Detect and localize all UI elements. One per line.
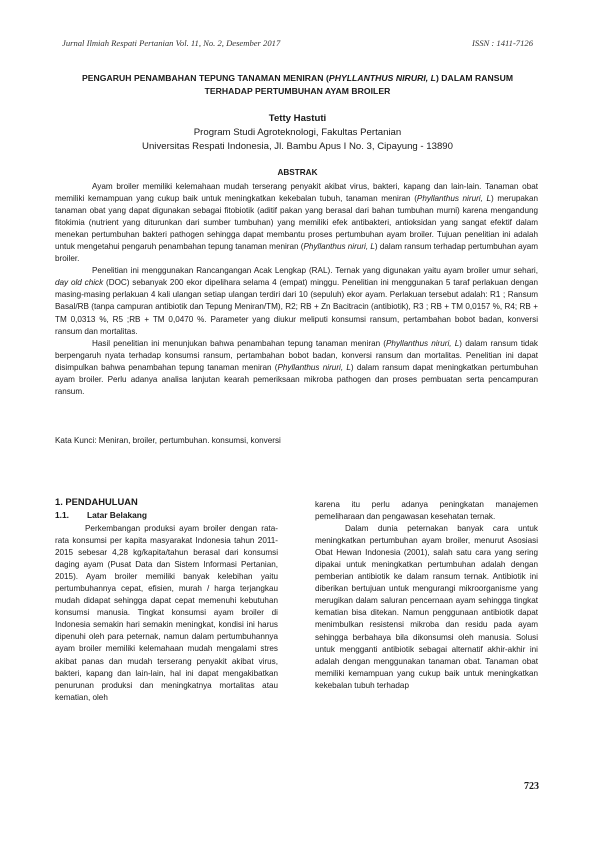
keywords: Kata Kunci: Meniran, broiler, pertumbuhan. konsumsi, konversi — [55, 436, 281, 445]
abstract-text: ) dalam ransum tidak berpengaruh nyata terhadap konsumsi ransum, pertambahan bobot badan, konversi ransum dan mortalitas. Penelitian ini dapat disimpulkan bahwa penambahan tepung tanaman meniran ( — [55, 338, 538, 372]
section-heading: 1. PENDAHULUAN — [55, 496, 138, 507]
body-paragraph: Dalam dunia peternakan banyak cara untuk meningkatkan pertumbuhan ayam broiler, menurut Asosiasi Obat Hewan Indonesia (2001), salah satu cara yang sering dipakai untuk meningkatkan pertumbuhan adalah dengan pemberian antibiotik ke dalam ransum ternak. Antibiotik ini diberikan bertujuan untuk mengurangi mikroorganisme yang merugikan dalam saluran pencernaan ayam sehingga tingkat kematian bisa ditekan. Namun penggunaan antibiotik dapat menimbulkan resistensi mikroba dan residu pada ayam sehingga berbahaya bila dikonsumsi oleh manusia. Solusi untuk mengganti antibiotik sebagai alternatif akhir-akhir ini adalah dengan menggunakan tanaman obat. Tanaman obat memiliki kemampuan yang cukup baik untuk meningkatkan kekebalan tubuh terhadap — [315, 524, 538, 690]
species-name: Phyllanthus niruri, L — [303, 242, 375, 252]
abstract-text: ) merupakan tanaman obat yang dapat digunakan sebagai fitobiotik (aditif pakan yang berasal dari bahan tumbuhan murni) karena mengandung fitokimia (nutrient yang diturunkan dari sumber tumbuhan) yang memiliki efek antibakteri, antioksidan yang sangat efektif dalam menekan pertumbuhan bakteri pathogen sehingga dapat membantu proses pertumbuhan ayam broiler. Tujuan penelitian ini adalah untuk mengetahui pengaruh penambahan tepung tanaman meniran ( — [55, 194, 538, 252]
subsection-heading — [55, 510, 147, 520]
body-paragraph: karena itu perlu adanya peningkatan manajemen pemeliharaan dan pengawasan kesehatan ternak. — [315, 500, 538, 522]
abstract-text: Ayam broiler memiliki kelemahaan mudah terserang penyakit akibat virus, bakteri, kapang dan lain-lain. Tanaman obat memiliki kemampuan yang cukup baik untuk meningkatkan kekebalan tubuh, tanaman meniran ( — [55, 182, 538, 204]
paper-title — [55, 72, 540, 98]
affiliation-university: Universitas Respati Indonesia, Jl. Bambu Apus I No. 3, Cipayung - 13890 — [142, 141, 453, 152]
affiliation-program: Program Studi Agroteknologi, Fakultas Pertanian — [193, 127, 402, 138]
subsection-label: Latar Belakang — [87, 510, 148, 520]
species-name: Phyllanthus niruri, L — [416, 194, 491, 204]
abstract-paragraph-3 — [55, 338, 538, 398]
right-column — [315, 499, 538, 692]
page-number: 723 — [524, 781, 539, 792]
abstract-paragraph-2 — [55, 265, 538, 337]
title-part2: ) DALAM RANSUM — [435, 73, 514, 83]
abstract-heading: ABSTRAK — [277, 168, 318, 177]
title-italic: PHYLLANTHUS NIRURI, L — [328, 73, 436, 83]
title-part1: PENGARUH PENAMBAHAN TEPUNG TANAMAN MENIRAN ( — [81, 73, 329, 83]
subsection-number: 1.1. — [55, 510, 69, 520]
abstract-text: Hasil penelitian ini menunjukan bahwa penambahan tepung tanaman meniran ( — [92, 338, 387, 348]
body-paragraph: Perkembangan produksi ayam broiler dengan rata-rata konsumsi per kapita masyarakat Indonesia tahun 2011-2015 sebesar 4,28 kg/kapita/tahun berasal dari konsumsi daging ayam (Pusat Data dan Sistem Informasi Pertanian, 2015). Ayam broiler memiliki banyak kelebihan yaitu pertumbuhannya cepat, efisien, murah / harga terjangkau mudah didapat sehingga dapat cepat memenuhi kebutuhan konsumsi manusia. Tingkat konsumsi ayam broiler di Indonesia semakin hari semakin meningkat, kondisi ini harus dipenuhi oleh para peternak, namun dalam pertumbuhannya ayam broiler memiliki kelemahaan mudah mengalami stres akibat panas dan mudah terserang penyakit akibat virus, bakteri, kapang dan lain-lain, hal ini dapat mengakibatkan penurunan produksi dan meningkatnya mortalitas atau kematian, oleh — [55, 524, 278, 702]
abstract-text: ) dalam ransum dapat meningkatkan pertumbuhan ayam broiler. Perlu adanya analisa lanjutan kearah pemeriksaan mikroba pathogen dan proses pembuatan serta pencampuran ransum. — [55, 362, 539, 396]
abstract-text: ) dalam ransum terhadap pertumbuhan ayam broiler. — [55, 242, 538, 264]
italic-term: day old chick — [55, 278, 104, 288]
abstract-text: (DOC) sebanyak 200 ekor dipelihara selama 4 (empat) minggu. Penelitian ini menggunakan 5 taraf perlakuan dengan masing-masing perlakuan 4 kali ulangan setiap ulangan terdiri dari 10 (sepuluh) ekor ayam. Perlakuan tersebut adalah: R1 ; Ransum Basal/RB (tanpa campuran antibiotik dan Tepung Meniran/TM), R2; RB + Zn Bacitracin (antibiotik), R3 ; RB + TM 0,0157 %, R4; RB + TM 0,0313 %, R5 ;RB + TM 0,0470 %. Parameter yang diukur meliputi konsumsi ransum, pertambahan bobot badan, konversi ransum dan mortalitas. — [55, 278, 539, 336]
author-name: Tetty Hastuti — [268, 113, 327, 124]
title-line2: TERHADAP PERTUMBUHAN AYAM BROILER — [204, 86, 391, 96]
left-column — [55, 523, 278, 704]
abstract-body — [55, 181, 538, 398]
journal-header: Jurnal Ilmiah Respati Pertanian Vol. 11, No. 2, Desember 2017 — [62, 38, 281, 48]
abstract-paragraph-1 — [55, 181, 538, 265]
issn-header: ISSN : 1411-7126 — [472, 38, 533, 48]
abstract-text: Penelitian ini menggunakan Rancangangan Acak Lengkap (RAL). Ternak yang digunakan yaitu ayam broiler umur sehari, — [92, 266, 538, 276]
species-name: Phyllanthus niruri, L — [277, 362, 351, 372]
species-name: Phyllanthus niruri, L — [386, 338, 460, 348]
